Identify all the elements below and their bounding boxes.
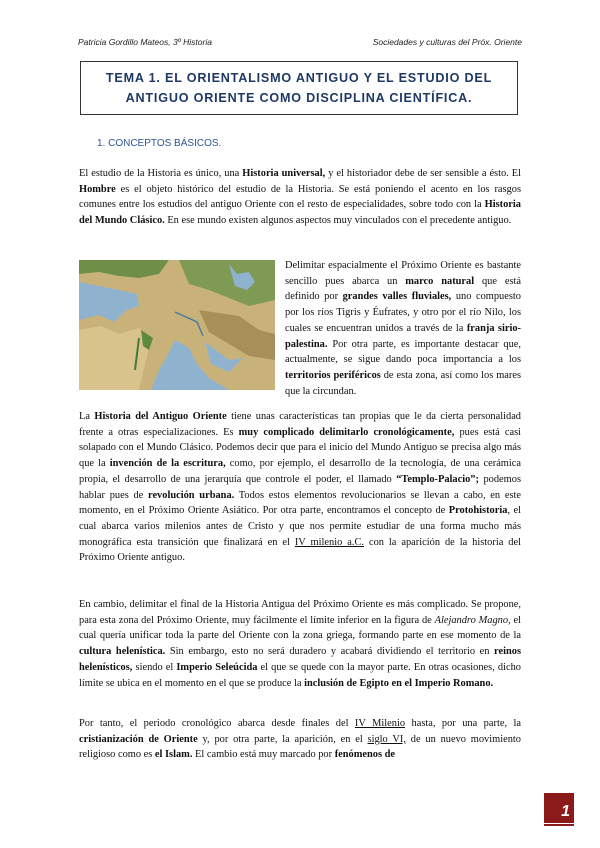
paragraph-intro: El estudio de la Historia es único, una Historia universal, y el historiador debe de ser sensible a ésto. El Hombre es el objeto histórico del estudio de la Historia. Se está poniendo el acento en los rasgos comunes entre los estudios del antiguo Oriente con el resto de especialidades, sobre todo con la Historia del Mundo Clásico. En ese mundo existen algunos aspectos muy vinculados con el precedente antiguo. bbox=[79, 168, 521, 227]
paragraph-period: Por tanto, el periodo cronológico abarca desde finales del IV Milenio hasta, por una parte, la cristianización de Oriente y, por otra parte, la aparición, en el siglo VI, de un nuevo movimiento religioso como es el Islam. El cambio está muy marcado por fenómenos de bbox=[79, 718, 521, 761]
paragraph-chronology: La Historia del Antiguo Oriente tiene unas características tan propias que le da cierta personalidad frente a otras especializaciones. Es muy complicado delimitarlo cronológicamente, pues está casi solapado con el Mundo Clásico. Podemos decir que para el inicio del Mundo Antiguo se precisa algo más que la invención de la escritura, como, por ejemplo, el desarrollo de la tecnología, de una cerámica propia, el desarrollo de una jerarquía que controle el poder, el llamado “Templo-Palacio”; podemos hablar pues de revolución urbana. Todos estos elementos revolucionarios se llevan a cabo, en este momento, en el Próximo Oriente Asiático. Por otra parte, encontramos el concepto de Protohistoria, el cual abarca varios milenios antes de Cristo y que nos permite estudiar de una forma mucho más monográfica esta transición que finalizará en el IV milenio a.C. con la aparición de la historia del Próximo Oriente antiguo. bbox=[79, 411, 522, 564]
near-east-map-image bbox=[79, 260, 275, 390]
paragraph-end-limit: En cambio, delimitar el final de la Historia Antigua del Próximo Oriente es más complicado. Se propone, para esta zona del Próximo Oriente, muy fácilmente el límite inferior en la figura de Alejandro Magno, el cual quería unificar toda la parte del Oriente con la zona griega, formando parte en ese momento de la cultura helenística. Sin embargo, esto no será duradero y acabará dividiendo el territorio en reinos helenísticos, siendo el Imperio Seleúcida el que se quede con la mayor parte. En otras ocasiones, dicho límite se ubica en el momento en el que se produce la inclusión de Egipto en el Imperio Romano. bbox=[79, 599, 522, 689]
title-box bbox=[80, 61, 518, 115]
header-author: Patricia Gordillo Mateos, 3º Historia bbox=[78, 37, 212, 47]
section-heading: 1. CONCEPTOS BÁSICOS. bbox=[97, 138, 222, 149]
header-course: Sociedades y culturas del Próx. Oriente bbox=[372, 37, 522, 47]
page-number: 1 bbox=[544, 793, 574, 823]
page-title: TEMA 1. EL ORIENTALISMO ANTIGUO Y EL ESTUDIO DEL ANTIGUO ORIENTE COMO DISCIPLINA CIENTÍFICA. bbox=[105, 71, 493, 105]
page-number-underline bbox=[544, 824, 574, 826]
paragraph-geography: Delimitar espacialmente el Próximo Oriente es bastante sencillo pues abarca un marco natural que está definido por grandes valles fluviales, uno compuesto por los ríos Tigris y Éufrates, y otro por el río Nilo, los cuales se encuentran unidos a través de la franja sirio-palestina. Por otra parte, es importante destacar que, actualmente, se sigue dando poca importancia a los territorios periféricos de esta zona, así como los mares que la circundan. bbox=[285, 260, 522, 397]
